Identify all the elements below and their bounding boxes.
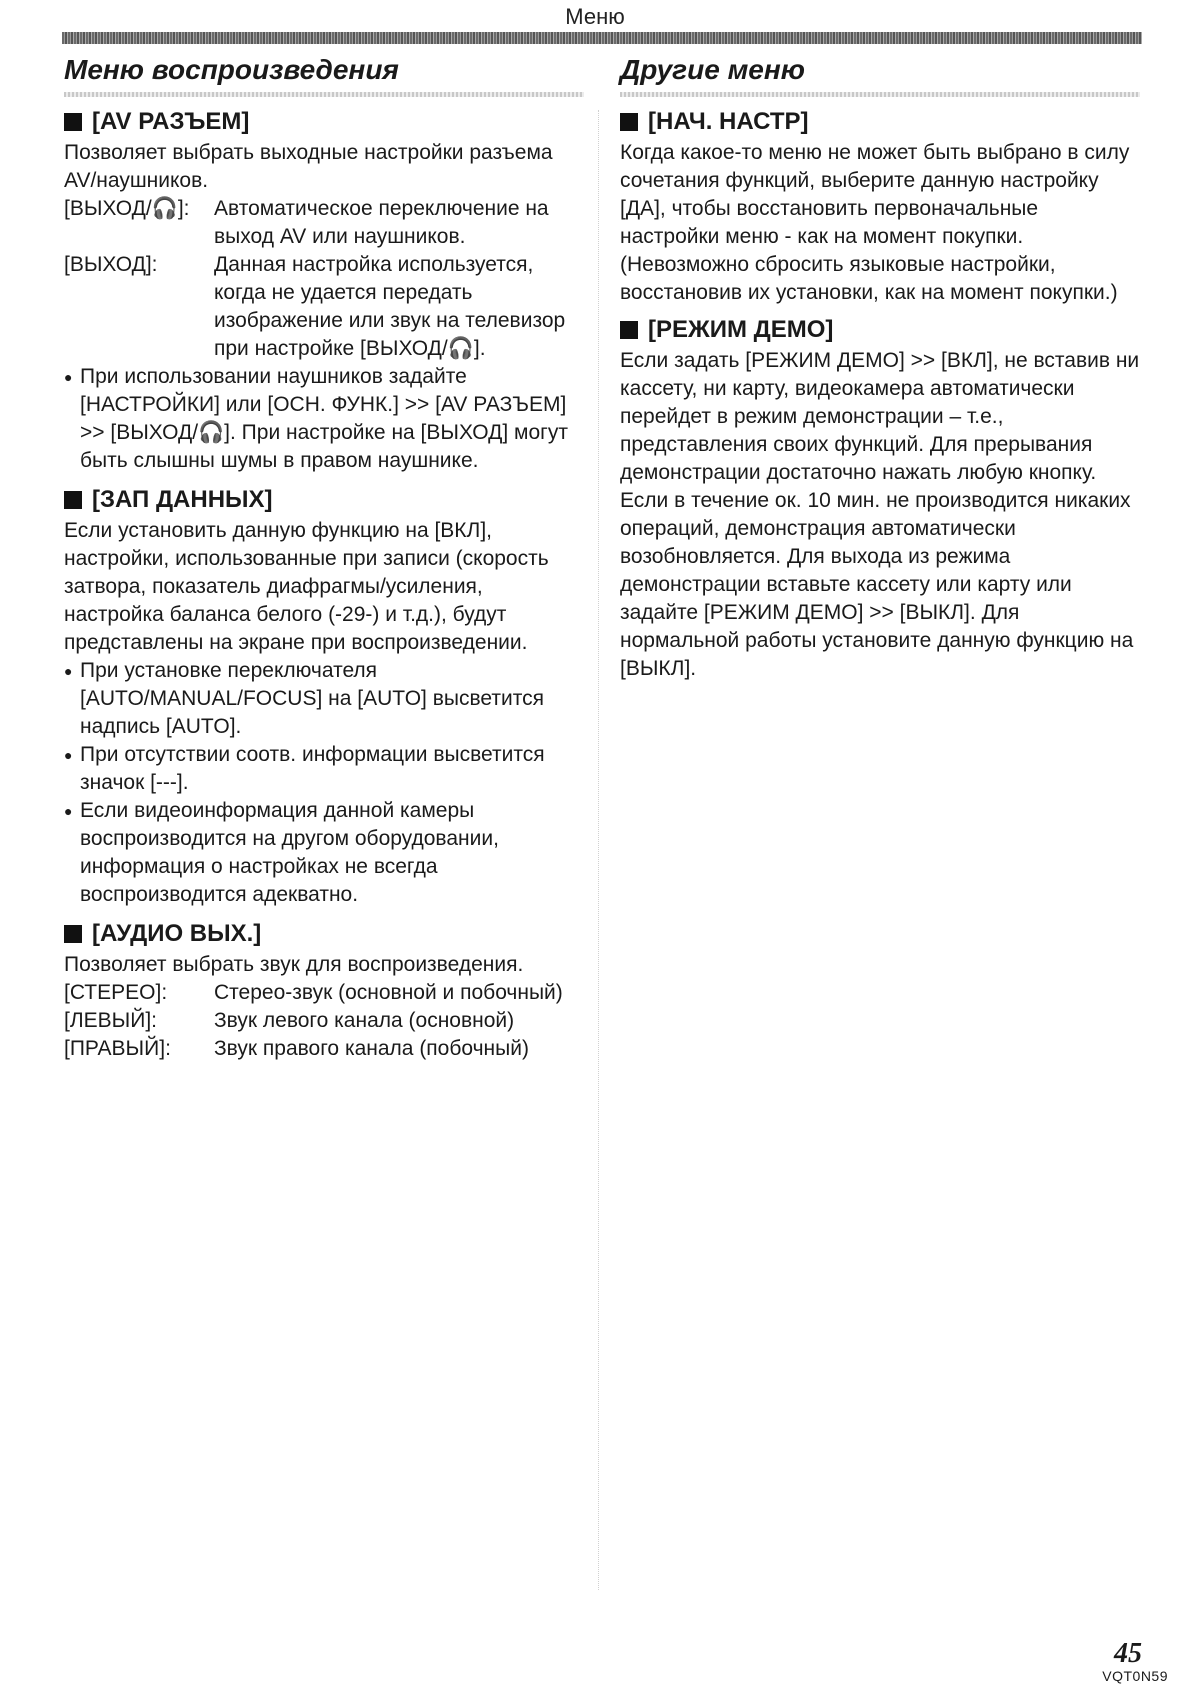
square-bullet-icon — [620, 321, 638, 339]
data-record-note2-text: При отсутствии соотв. информации высветится значок [---]. — [80, 743, 545, 794]
demo-mode-text: Если задать [РЕЖИМ ДЕМО] >> [ВКЛ], не вставив ни кассету, ни карту, видеокамера автоматически перейдет в режим демонстрации – т.е., представления своих функций. Для прерывания демонстрации достаточно нажать любую кнопку. Если в течение ок. 10 мин. не производится никаких операций, демонстрация автоматически возобновляется. Для выхода из режима демонстрации вставьте кассету или карту или задайте [РЕЖИМ ДЕМО] >> [ВЫКЛ]. Для нормальной работы установите данную функцию на [ВЫКЛ]. — [620, 349, 1140, 680]
square-bullet-icon — [64, 491, 82, 509]
bullet-dot-icon: ● — [64, 663, 73, 679]
data-record-note2 — [64, 741, 584, 797]
audio-option3-desc: Звук правого канала (побочный) — [214, 1037, 529, 1060]
bullet-dot-icon: ● — [64, 747, 73, 763]
header-bar — [62, 32, 1142, 44]
data-record-note1-text: При установке переключателя [AUTO/MANUAL/FOCUS] на [AUTO] высветится надпись [AUTO]. — [80, 659, 544, 738]
section-title-other-menus: Другие меню — [620, 54, 805, 85]
av-option2-desc: Данная настройка используется, когда не удается передать изображение или звук на телевизор при настройке [ВЫХОД/🎧]. — [214, 253, 566, 360]
data-record-intro: Если установить данную функцию на [ВКЛ], настройки, использованные при записи (скорость затвора, показатель диафрагмы/усиления, настройка баланса белого (-29-) и т.д.), будут представлены на экране при воспроизведении. — [64, 519, 549, 654]
column-divider — [598, 110, 599, 1590]
audio-option2-desc: Звук левого канала (основной) — [214, 1009, 515, 1032]
audio-out-intro: Позволяет выбрать звук для воспроизведения. — [64, 953, 524, 976]
av-option1-term: [ВЫХОД/🎧]: — [64, 197, 190, 220]
heading-audio-out-text: [АУДИО ВЫХ.] — [92, 920, 262, 947]
audio-option-left — [64, 1007, 584, 1035]
page-number: 45 — [1114, 1638, 1142, 1669]
document-code: VQT0N59 — [1102, 1668, 1168, 1684]
heading-audio-out — [64, 919, 584, 949]
square-bullet-icon — [64, 113, 82, 131]
audio-option1-desc: Стерео-звук (основной и побочный) — [214, 981, 563, 1004]
data-record-note1 — [64, 657, 584, 741]
heading-demo-mode-text: [РЕЖИМ ДЕМО] — [648, 316, 834, 343]
av-note-text: При использовании наушников задайте [НАСТРОЙКИ] или [ОСН. ФУНК.] >> [AV РАЗЪЕМ] >> [ВЫХОД/🎧]. При настройке на [ВЫХОД] могут быть слышны шумы в правом наушнике. — [80, 365, 568, 472]
section-title-rule — [64, 92, 584, 97]
av-option-output — [64, 251, 584, 363]
right-column — [620, 52, 1140, 683]
square-bullet-icon — [620, 113, 638, 131]
av-option-output-headphones — [64, 195, 584, 251]
av-option2-term: [ВЫХОД]: — [64, 253, 158, 276]
initial-settings-text: Когда какое-то меню не может быть выбрано в силу сочетания функций, выберите данную настройку [ДА], чтобы восстановить первоначальные настройки меню - как на момент покупки. (Невозможно сбросить языковые настройки, восстановив их установки, как на момент покупки.) — [620, 141, 1130, 304]
page-header-title: Меню — [565, 4, 625, 29]
section-title-rule — [620, 92, 1140, 97]
data-record-note3 — [64, 797, 584, 909]
audio-option1-term: [СТЕРЕО]: — [64, 981, 168, 1004]
heading-initial-settings — [620, 107, 1140, 137]
heading-av-jack-text: [AV РАЗЪЕМ] — [92, 108, 250, 135]
section-title-playback-menu: Меню воспроизведения — [64, 54, 399, 85]
heading-data-record — [64, 485, 584, 515]
audio-option2-term: [ЛЕВЫЙ]: — [64, 1009, 157, 1032]
av-option1-desc: Автоматическое переключение на выход AV или наушников. — [214, 197, 549, 248]
data-record-note3-text: Если видеоинформация данной камеры воспроизводится на другом оборудовании, информация о настройках не всегда воспроизводится адекватно. — [80, 799, 499, 906]
heading-demo-mode — [620, 315, 1140, 345]
heading-initial-settings-text: [НАЧ. НАСТР] — [648, 108, 809, 135]
left-column — [64, 52, 584, 1063]
heading-av-jack — [64, 107, 584, 137]
square-bullet-icon — [64, 925, 82, 943]
bullet-dot-icon: ● — [64, 369, 73, 385]
heading-data-record-text: [ЗАП ДАННЫХ] — [92, 486, 273, 513]
av-jack-intro: Позволяет выбрать выходные настройки разъема AV/наушников. — [64, 141, 553, 192]
audio-option3-term: [ПРАВЫЙ]: — [64, 1037, 171, 1060]
audio-option-right — [64, 1035, 584, 1063]
av-note — [64, 363, 584, 475]
bullet-dot-icon: ● — [64, 803, 73, 819]
audio-option-stereo — [64, 979, 584, 1007]
